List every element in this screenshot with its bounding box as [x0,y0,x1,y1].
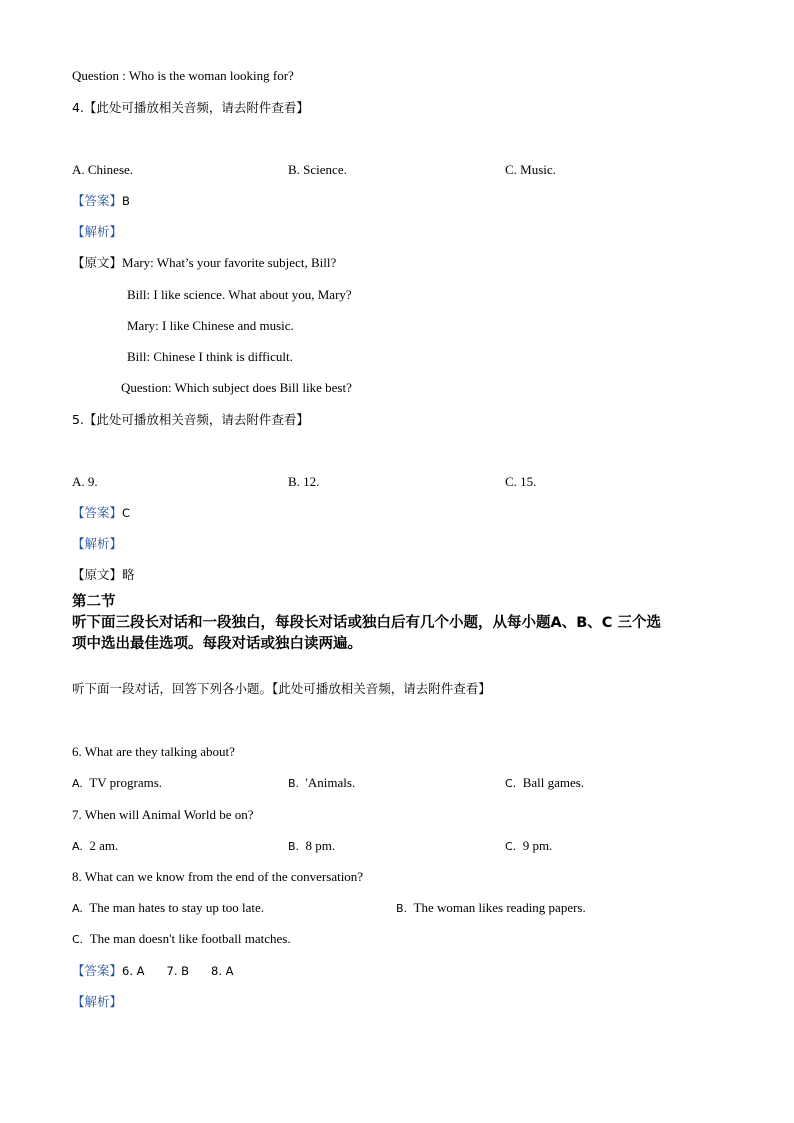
section-instruction-line2: 项中选出最佳选项。每段对话或独白读两遍。 [72,636,362,652]
q6-option-a [72,775,162,792]
option-text: Ball games. [522,775,585,790]
option-letter: C. [72,933,84,946]
transcript-line: Question: Which subject does Bill like best? [121,380,352,395]
option-letter: A. [72,902,83,915]
option-text: The man doesn't like football matches. [89,931,291,946]
option-text: 2 am. [89,838,119,853]
option-letter: A. [72,840,83,853]
q4-header: 4.【此处可播放相关音频，请去附件查看】 [72,100,309,115]
answer-value: 8. A [211,964,234,978]
answer-tag: 【答案】 [72,505,123,520]
option-letter: C. [505,840,517,853]
analysis-tag: 【解析】 [72,224,123,239]
q6-option-c [505,775,584,792]
transcript-line: Bill: I like science. What about you, Mary? [127,287,352,302]
q4-option-c: C. Music. [505,162,556,177]
q4-original [72,255,336,271]
transcript-line: Mary: I like Chinese and music. [127,318,294,333]
group-answer [72,963,234,979]
option-text: 'Animals. [305,775,356,790]
q5-option-a: A. 9. [72,474,98,489]
q5-option-c: C. 15. [505,474,537,489]
q4-analysis [72,224,122,240]
q3-question: Question : Who is the woman looking for? [72,68,294,83]
q8-question: 8. What can we know from the end of the conversation? [72,869,364,884]
group-analysis [72,994,122,1010]
analysis-tag: 【解析】 [72,536,123,551]
answer-value: B [122,194,130,208]
q5-original [72,567,135,583]
option-letter: B. [288,840,300,853]
answer-value: 7. B [166,964,190,978]
q5-answer [72,505,130,521]
sub-instruction: 听下面一段对话，回答下列各小题。【此处可播放相关音频，请去附件查看】 [72,681,491,696]
answer-value: C [122,506,131,520]
transcript-line: Bill: Chinese I think is difficult. [127,349,293,364]
option-text: The man hates to stay up too late. [89,900,265,915]
option-letter: B. [396,902,408,915]
q7-option-b [288,838,335,855]
option-text: TV programs. [89,775,163,790]
q6-question: 6. What are they talking about? [72,744,235,759]
original-tag: 【原文】 [72,255,123,270]
q7-option-a [72,838,118,855]
answer-tag: 【答案】 [72,963,123,978]
q7-option-c [505,838,552,855]
q8-option-c [72,931,291,948]
option-text: 8 pm. [305,838,336,853]
option-text: 9 pm. [522,838,553,853]
original-tag: 【原文】 [72,567,123,582]
option-letter: C. [505,777,517,790]
answer-value: 6. A [122,964,145,978]
q4-answer [72,193,130,209]
option-letter: A. [72,777,83,790]
analysis-tag: 【解析】 [72,994,123,1009]
q5-header: 5.【此处可播放相关音频，请去附件查看】 [72,412,309,427]
q4-option-b: B. Science. [288,162,347,177]
answer-tag: 【答案】 [72,193,123,208]
original-text: 略 [122,567,135,582]
section-instruction-line1: 听下面三段长对话和一段独白，每段长对话或独白后有几个小题，从每小题A、B、C 三个选 [72,615,661,631]
q4-option-a: A. Chinese. [72,162,134,177]
option-letter: B. [288,777,300,790]
q7-question: 7. When will Animal World be on? [72,807,254,822]
q5-analysis [72,536,122,552]
transcript-line: Mary: What’s your favorite subject, Bill? [122,255,337,270]
section-title: 第二节 [72,594,116,610]
q8-option-a [72,900,264,917]
option-text: The woman likes reading papers. [413,900,586,915]
q6-option-b [288,775,355,792]
q5-option-b: B. 12. [288,474,320,489]
q8-option-b [396,900,586,917]
